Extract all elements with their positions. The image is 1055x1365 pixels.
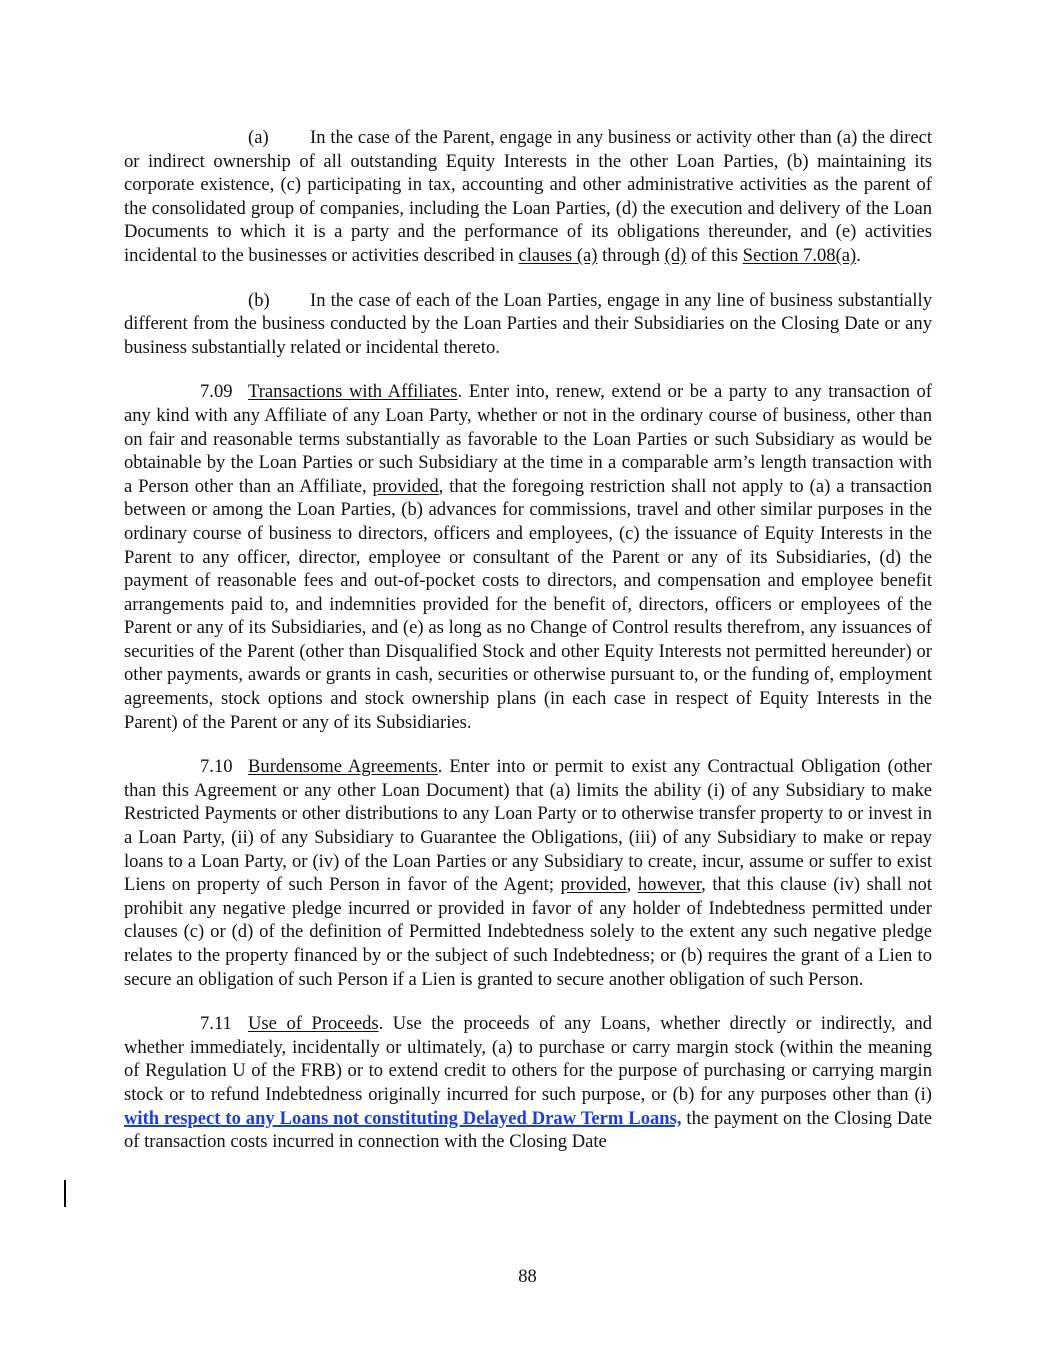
section-7-09: 7.09 Transactions with Affiliates. Enter into, renew, extend or be a party to any transaction of any kind with any Affiliate of any Loan Party, whether or not in the ordinary course of business, other than on fair and reasonable terms substantially as favorable to the Loan Parties or such Subsidiary as would be obtainable by the Loan Parties or such Subsidiary at the time in a comparable arm’s length transaction with a Person other than an Affiliate, provided, that the foregoing restriction shall not apply to (a) a transaction between or among the Loan Parties, (b) advances for commissions, travel and other similar purposes in the ordinary course of business to directors, officers and employees, (c) the issuance of Equity Interests in the Parent to any officer, director, employee or consultant of the Parent or any of its Subsidiaries, (d) the payment of reasonable fees and out-of-pocket costs to directors, and compensation and employee benefit arrangements paid to, and indemnities provided for the benefit of, directors, officers or employees of the Parent or any of its Subsidiaries, and (e) as long as no Change of Control results therefrom, any issuances of securities of the Parent (other than Disqualified Stock and other Equity Interests not permitted hereunder) or other payments, awards or grants in cash, securities or otherwise pursuant to, or the funding of, employment agreements, stock options and stock ownership plans (in each case in respect of Equity Interests in the Parent) of the Parent or any of its Subsidiaries.	[124, 381, 933, 733]
however-term: however	[637, 874, 702, 896]
document-page	[124, 126, 932, 1154]
page-number: 88	[518, 1266, 537, 1287]
provided-term: provided	[372, 475, 439, 497]
paragraph-7-08-a: (a) In the case of the Parent, engage in any business or activity other than (a) the direct or indirect ownership of all outstanding Equity Interests in the other Loan Parties, (b) maintaining its corporate existence, (c) participating in tax, accounting and other administrative activities as the parent of the consolidated group of companies, including the Loan Parties, (d) the execution and delivery of the Loan Documents to which it is a party and the performance of its obligations thereunder, and (e) activities incidental to the businesses or activities described in clauses (a) through (d) of this Section 7.08(a).	[124, 127, 932, 266]
inserted-revision-text: with respect to any Loans not constituting Delayed Draw Term Loans,	[124, 1107, 682, 1129]
section-heading: Transactions with Affiliates	[248, 381, 458, 403]
provided-term: provided	[560, 874, 627, 896]
clause-ref-d: (d)	[664, 244, 687, 266]
section-number: 7.10	[200, 756, 233, 778]
clause-ref-a: clauses (a)	[518, 244, 598, 266]
clause-label-b: (b)	[248, 289, 270, 311]
section-ref: Section 7.08(a)	[742, 244, 857, 266]
section-heading: Burdensome Agreements	[248, 756, 438, 778]
section-7-10: 7.10 Burdensome Agreements. Enter into or permit to exist any Contractual Obligation (other than this Agreement or any other Loan Document) that (a) limits the ability (i) of any Subsidiary to make Restricted Payments or other distributions to any Loan Party or to otherwise transfer property to or invest in a Loan Party, (ii) of any Subsidiary to Guarantee the Obligations, (iii) of any Subsidiary to make or repay loans to a Loan Party, or (iv) of the Loan Parties or any Subsidiary to create, incur, assume or suffer to exist Liens on property of such Person in favor of the Agent; provided, however, that this clause (iv) shall not prohibit any negative pledge incurred or provided in favor of any holder of Indebtedness permitted under clauses (c) or (d) of the definition of Permitted Indebtedness solely to the extent any such negative pledge relates to the property financed by or the subject of such Indebtedness; or (b) requires the grant of a Lien to secure an obligation of such Person if a Lien is granted to secure another obligation of such Person.	[124, 756, 933, 990]
section-7-11: 7.11 Use of Proceeds. Use the proceeds of any Loans, whether directly or indirectly, and whether immediately, incidentally or ultimately, (a) to purchase or carry margin stock (within the meaning of Regulation U of the FRB) or to extend credit to others for the purpose of purchasing or carrying margin stock or to refund Indebtedness originally incurred for such purpose, or (b) for any purposes other than (i) with respect to any Loans not constituting Delayed Draw Term Loans, the payment on the Closing Date of transaction costs incurred in connection with the Closing Date	[124, 1013, 932, 1153]
paragraph-7-08-b: (b) In the case of each of the Loan Parties, engage in any line of business substantially different from the business conducted by the Loan Parties and their Subsidiaries on the Closing Date or any business substantially related or incidental thereto.	[124, 289, 932, 358]
section-number: 7.11	[200, 1013, 232, 1035]
clause-label-a: (a)	[248, 127, 269, 148]
section-number: 7.09	[200, 381, 233, 403]
section-heading: Use of Proceeds	[248, 1013, 379, 1035]
change-bar	[64, 1180, 66, 1207]
